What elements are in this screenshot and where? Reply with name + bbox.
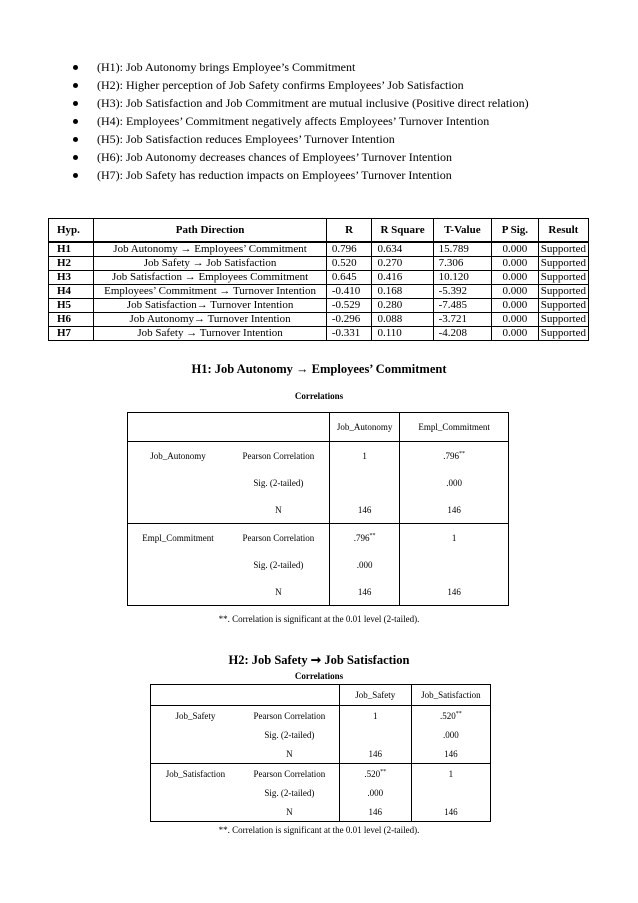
table-row xyxy=(128,551,509,578)
h1-title: H1: Job Autonomy → Employees’ Commitment xyxy=(191,362,447,376)
r-cell: 0.520 xyxy=(326,257,372,271)
table-cell: .000 xyxy=(400,469,509,496)
col-header-var1: Job_Autonomy xyxy=(329,413,399,442)
hyp-cell: H3 xyxy=(49,271,94,285)
table-cell: 1 xyxy=(329,442,399,470)
t-value-cell: -7.485 xyxy=(433,299,491,313)
t-value-cell: -4.208 xyxy=(433,327,491,341)
t-value-cell: 7.306 xyxy=(433,257,491,271)
r-cell: 0.796 xyxy=(326,242,372,257)
table-cell: 1 xyxy=(339,706,411,726)
result-cell: Supported xyxy=(538,299,588,313)
t-value-cell: 15.789 xyxy=(433,242,491,257)
hyp-cell: H2 xyxy=(49,257,94,271)
r-square-cell: 0.270 xyxy=(372,257,433,271)
table-row xyxy=(151,802,491,822)
col-header-path: Path Direction xyxy=(94,219,327,243)
stat-label: N xyxy=(286,806,293,817)
path-cell: Job Autonomy→ Turnover Intention xyxy=(94,313,327,327)
table-cell: 146 xyxy=(400,578,509,606)
hyp-cell: H7 xyxy=(49,327,94,341)
row-label-var1: Job_Autonomy xyxy=(128,442,228,470)
r-cell: 0.645 xyxy=(326,271,372,285)
table-row xyxy=(49,299,589,313)
col-header-t-value: T-Value xyxy=(433,219,491,243)
bullet-icon xyxy=(73,83,78,88)
stat-label: Sig. (2-tailed) xyxy=(253,559,304,570)
path-cell: Job Autonomy → Employees’ Commitment xyxy=(94,242,327,257)
table-cell: 146 xyxy=(339,744,411,764)
table-row xyxy=(49,271,589,285)
table-row xyxy=(49,285,589,299)
table-row xyxy=(49,257,589,271)
h2-title: H2: Job Safety ➞ Job Satisfaction xyxy=(228,653,410,667)
h2-correlations-table xyxy=(150,684,491,822)
table-cell: 146 xyxy=(411,744,490,764)
hyp-cell: H4 xyxy=(49,285,94,299)
row-label-var2: Empl_Commitment xyxy=(142,532,214,543)
table-row xyxy=(151,706,491,726)
stat-label: Sig. (2-tailed) xyxy=(264,787,315,798)
hypothesis-item: (H4): Employees’ Commitment negatively affects Employees’ Turnover Intention xyxy=(63,112,603,130)
stat-label: Sig. (2-tailed) xyxy=(253,477,304,488)
r-square-cell: 0.280 xyxy=(372,299,433,313)
table-cell: .520** xyxy=(339,764,411,784)
p-sig-cell: 0.000 xyxy=(492,285,539,299)
stat-label: Pearson Correlation xyxy=(240,706,339,726)
r-square-cell: 0.088 xyxy=(372,313,433,327)
h1-correlations-table xyxy=(127,412,509,606)
bullet-icon xyxy=(73,65,78,70)
h2-correlations-caption: Correlations xyxy=(294,671,344,681)
result-cell: Supported xyxy=(538,271,588,285)
h1-correlations-caption: Correlations xyxy=(294,391,344,401)
table-row xyxy=(128,524,509,552)
table-header-row xyxy=(151,685,491,706)
table-cell: .520** xyxy=(411,706,490,726)
table-cell xyxy=(400,551,509,578)
result-cell: Supported xyxy=(538,257,588,271)
table-cell: 146 xyxy=(411,802,490,822)
table-cell: .796** xyxy=(329,524,399,552)
p-sig-cell: 0.000 xyxy=(492,313,539,327)
r-cell: -0.529 xyxy=(326,299,372,313)
stat-label: N xyxy=(240,744,339,764)
p-sig-cell: 0.000 xyxy=(492,257,539,271)
hypotheses-summary-table xyxy=(48,218,589,341)
h2-significance-note: **. Correlation is significant at the 0.01 level (2-tailed). xyxy=(218,825,420,835)
p-sig-cell: 0.000 xyxy=(492,271,539,285)
t-value-cell: -3.721 xyxy=(433,313,491,327)
col-header-hyp: Hyp. xyxy=(49,219,94,243)
col-header-r: R xyxy=(326,219,372,243)
table-cell: .000 xyxy=(411,725,490,744)
table-cell: 146 xyxy=(339,802,411,822)
hyp-cell: H6 xyxy=(49,313,94,327)
bullet-icon xyxy=(73,173,78,178)
table-row xyxy=(151,783,491,802)
col-header-r-square: R Square xyxy=(372,219,433,243)
col-header-var2: Empl_Commitment xyxy=(400,413,509,442)
bullet-icon xyxy=(73,155,78,160)
table-row xyxy=(151,764,491,784)
r-cell: -0.410 xyxy=(326,285,372,299)
hyp-cell: H1 xyxy=(49,242,94,257)
table-cell: 146 xyxy=(400,496,509,524)
stat-label: N xyxy=(228,496,329,524)
r-cell: -0.331 xyxy=(326,327,372,341)
hypothesis-item: (H3): Job Satisfaction and Job Commitment are mutual inclusive (Positive direct relation) xyxy=(63,94,603,112)
bullet-icon xyxy=(73,137,78,142)
result-cell: Supported xyxy=(538,242,588,257)
stat-label: Pearson Correlation xyxy=(242,532,315,543)
table-cell xyxy=(411,783,490,802)
table-cell: .000 xyxy=(339,783,411,802)
table-cell xyxy=(329,469,399,496)
col-header-p-sig: P Sig. xyxy=(492,219,539,243)
table-row xyxy=(128,578,509,606)
col-header-result: Result xyxy=(538,219,588,243)
result-cell: Supported xyxy=(538,313,588,327)
table-cell: .000 xyxy=(329,551,399,578)
table-row xyxy=(49,242,589,257)
hypothesis-item: (H2): Higher perception of Job Safety confirms Employees’ Job Satisfaction xyxy=(63,76,603,94)
col-header-var2: Job_Satisfaction xyxy=(411,685,490,706)
table-cell: 1 xyxy=(400,524,509,552)
hypothesis-item: (H6): Job Autonomy decreases chances of Employees’ Turnover Intention xyxy=(63,148,603,166)
stat-label: Pearson Correlation xyxy=(253,768,326,779)
r-cell: -0.296 xyxy=(326,313,372,327)
table-cell: 146 xyxy=(329,578,399,606)
table-header-row xyxy=(128,413,509,442)
table-row xyxy=(128,442,509,470)
t-value-cell: 10.120 xyxy=(433,271,491,285)
p-sig-cell: 0.000 xyxy=(492,242,539,257)
result-cell: Supported xyxy=(538,327,588,341)
path-cell: Job Safety → Job Satisfaction xyxy=(94,257,327,271)
stat-label: Sig. (2-tailed) xyxy=(264,729,315,740)
p-sig-cell: 0.000 xyxy=(492,327,539,341)
stat-label: Pearson Correlation xyxy=(228,442,329,470)
table-cell xyxy=(339,725,411,744)
r-square-cell: 0.168 xyxy=(372,285,433,299)
stat-label: N xyxy=(275,586,282,597)
row-label-var2: Job_Satisfaction xyxy=(165,768,226,779)
table-cell: 1 xyxy=(411,764,490,784)
table-cell: 146 xyxy=(329,496,399,524)
table-row xyxy=(49,313,589,327)
r-square-cell: 0.416 xyxy=(372,271,433,285)
path-cell: Job Safety → Turnover Intention xyxy=(94,327,327,341)
table-row xyxy=(128,496,509,524)
path-cell: Job Satisfaction → Employees Commitment xyxy=(94,271,327,285)
hypothesis-item: (H7): Job Safety has reduction impacts on Employees’ Turnover Intention xyxy=(63,166,603,184)
hypotheses-list xyxy=(63,58,603,184)
table-row xyxy=(151,744,491,764)
table-header-row xyxy=(49,219,589,243)
bullet-icon xyxy=(73,101,78,106)
row-label-var1: Job_Safety xyxy=(151,706,240,726)
hypothesis-item: (H1): Job Autonomy brings Employee’s Commitment xyxy=(63,58,603,76)
t-value-cell: -5.392 xyxy=(433,285,491,299)
path-cell: Job Satisfaction→ Turnover Intention xyxy=(94,299,327,313)
col-header-var1: Job_Safety xyxy=(339,685,411,706)
table-row xyxy=(128,469,509,496)
bullet-icon xyxy=(73,119,78,124)
path-cell: Employees’ Commitment → Turnover Intention xyxy=(94,285,327,299)
p-sig-cell: 0.000 xyxy=(492,299,539,313)
hyp-cell: H5 xyxy=(49,299,94,313)
table-row xyxy=(151,725,491,744)
table-cell: .796** xyxy=(400,442,509,470)
result-cell: Supported xyxy=(538,285,588,299)
r-square-cell: 0.110 xyxy=(372,327,433,341)
hypothesis-item: (H5): Job Satisfaction reduces Employees’ Turnover Intention xyxy=(63,130,603,148)
table-row xyxy=(49,327,589,341)
r-square-cell: 0.634 xyxy=(372,242,433,257)
h1-significance-note: **. Correlation is significant at the 0.01 level (2-tailed). xyxy=(218,614,420,624)
